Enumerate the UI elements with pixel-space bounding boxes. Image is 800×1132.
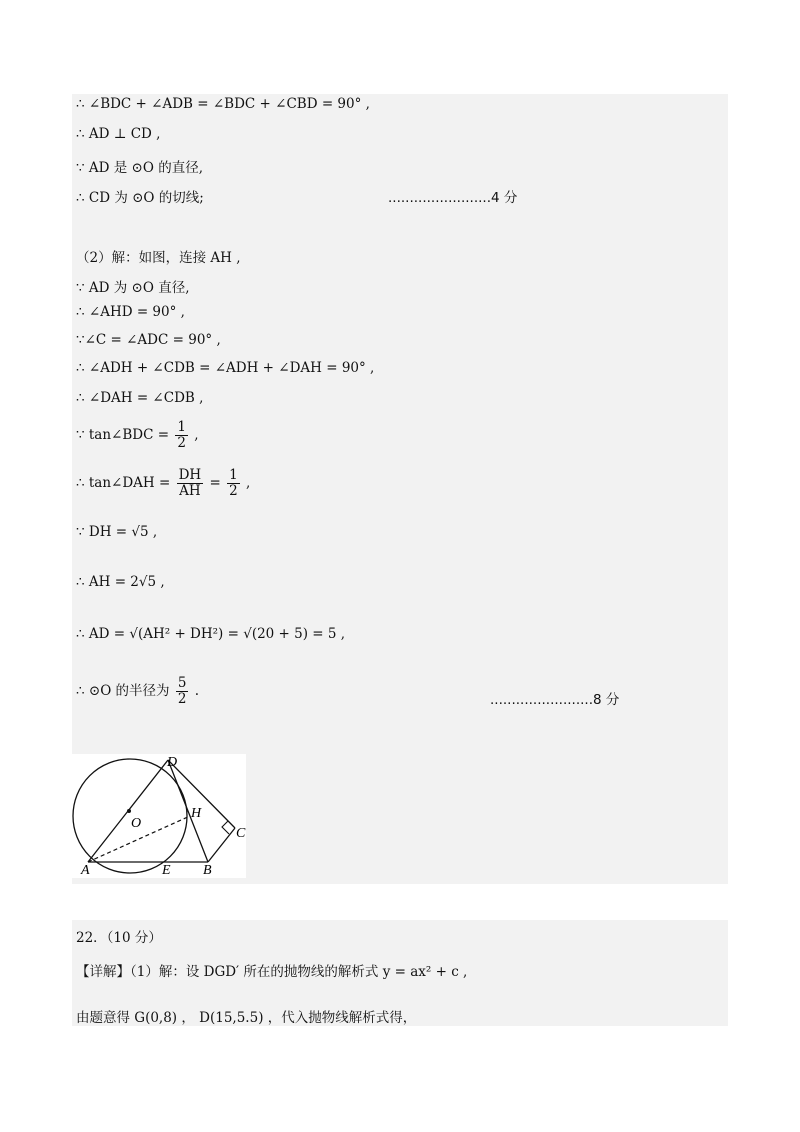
solution-line: 【详解】（1）解：设 DGD′ 所在的抛物线的解析式 y = ax² + c , [76, 964, 468, 980]
solution-line: ∴ AD = √(AH² + DH²) = √(20 + 5) = 5 , [76, 626, 346, 642]
solution-line: ∴ ∠AHD = 90° , [76, 304, 185, 320]
label-b: B [203, 863, 212, 878]
proof-line: ∴ AD ⊥ CD , [76, 126, 161, 142]
solution-line: ∴ ∠DAH = ∠CDB , [76, 390, 204, 406]
solution-line: 由题意得 G(0,8) ， D(15,5.5) ，代入抛物线解析式得， [76, 1010, 417, 1026]
text: , [246, 475, 251, 491]
proof-line: ∵ AD 是 ⊙O 的直径, [76, 160, 203, 176]
segment-bc [208, 828, 235, 862]
solution-line: ∴ ∠ADH + ∠CDB = ∠ADH + ∠DAH = 90° , [76, 360, 375, 376]
fraction-numerator: 1 [177, 419, 186, 435]
right-angle-mark [222, 821, 229, 834]
circle-o [73, 759, 187, 873]
solution-line-tan-dah [76, 468, 250, 499]
fraction-numerator: DH [178, 467, 202, 483]
label-e: E [162, 863, 171, 878]
solution-block-22 [72, 920, 728, 1026]
fraction [176, 676, 189, 707]
score-marker: ........................4 分 [388, 190, 518, 206]
solution-line: ∵ AD 为 ⊙O 直径, [76, 280, 190, 296]
label-c: C [236, 826, 246, 841]
fraction-numerator: 1 [229, 467, 238, 483]
text: ∴ tan∠DAH = [76, 475, 171, 491]
fraction [227, 468, 240, 499]
center-point [127, 809, 131, 813]
fraction-numerator: 5 [177, 675, 187, 691]
proof-line: ∴ ∠BDC + ∠ADB = ∠BDC + ∠CBD = 90° , [76, 96, 370, 112]
proof-line: ∴ CD 为 ⊙O 的切线; [76, 190, 204, 206]
fraction-denominator: 2 [177, 435, 186, 451]
fraction-denominator: AH [179, 483, 201, 499]
label-d: D [167, 755, 178, 770]
fraction-denominator: 2 [177, 691, 187, 707]
equals-sign: = [209, 475, 221, 491]
solution-line: ∵ DH = √5 , [76, 524, 158, 540]
solution-line-tan-bdc [76, 420, 199, 451]
solution-line-radius [76, 676, 199, 707]
text: ∵ tan∠BDC = [76, 427, 170, 443]
geometry-figure [72, 754, 246, 878]
segment-db [168, 760, 208, 862]
text: . [194, 683, 200, 699]
fraction-denominator: 2 [229, 483, 238, 499]
solution-line: （2）解：如图，连接 AH , [76, 250, 241, 266]
score-marker: ........................8 分 [490, 692, 620, 708]
label-h: H [191, 806, 202, 821]
text: ∴ ⊙O 的半径为 [76, 683, 170, 699]
fraction [177, 468, 204, 499]
fraction [175, 420, 188, 451]
segment-dc [168, 760, 235, 828]
label-o: O [131, 816, 142, 831]
text: , [194, 427, 199, 443]
circle-diagram [72, 754, 246, 878]
question-header: 22．（10 分） [76, 930, 162, 946]
label-a: A [81, 863, 90, 878]
solution-line: ∵∠C = ∠ADC = 90° , [76, 332, 221, 348]
solution-line: ∴ AH = 2√5 , [76, 574, 165, 590]
